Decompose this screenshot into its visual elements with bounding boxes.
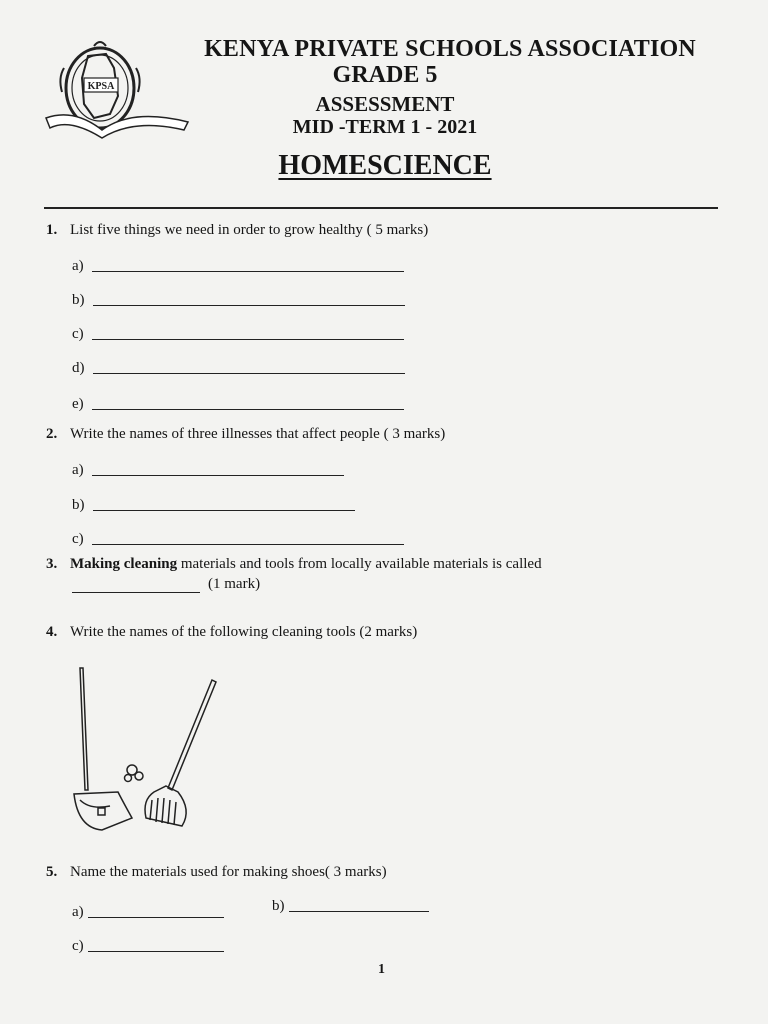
answer-label: e): [72, 396, 84, 412]
term-title: MID -TERM 1 - 2021: [292, 116, 478, 138]
broom-icon: [125, 680, 217, 826]
answer-line-1d[interactable]: [72, 360, 405, 377]
answer-label: b): [72, 497, 85, 513]
answer-line-3[interactable]: [72, 576, 260, 593]
answer-line-2b[interactable]: [72, 497, 355, 514]
subject-text: HOMESCIENCE: [278, 150, 492, 181]
header-divider: [44, 207, 718, 209]
question-text: List five things we need in order to grow healthy ( 5 marks): [70, 222, 429, 238]
question-4: [46, 624, 417, 641]
answer-label: c): [72, 531, 84, 547]
question-5: [46, 864, 387, 881]
answer-line-1e[interactable]: [72, 396, 404, 413]
answer-label: d): [72, 360, 85, 376]
page-number: 1: [378, 962, 385, 977]
question-number: 1.: [46, 222, 58, 238]
answer-label: c): [72, 938, 84, 954]
answer-label: b): [272, 898, 285, 914]
question-text: Write the names of the following cleaning tools (2 marks): [70, 624, 418, 640]
question-text: Name the materials used for making shoes( 3 marks): [70, 864, 387, 880]
answer-line-2a[interactable]: [72, 462, 344, 479]
kpsa-logo: [44, 38, 190, 146]
answer-label: a): [72, 258, 84, 274]
answer-line-1a[interactable]: [72, 258, 404, 275]
answer-line-5b[interactable]: [272, 898, 429, 915]
answer-line-2c[interactable]: [72, 531, 404, 548]
subject-title: [180, 150, 590, 182]
question-text: materials and tools from locally available materials is called: [177, 556, 542, 572]
question-text-bold: Making cleaning: [70, 556, 178, 572]
answer-label: b): [72, 292, 85, 308]
question-number: 2.: [46, 426, 58, 442]
answer-line-1b[interactable]: [72, 292, 405, 309]
logo-text: KPSA: [87, 81, 115, 92]
question-3: [46, 556, 542, 573]
answer-line-1c[interactable]: [72, 326, 404, 343]
marks-label: (1 mark): [208, 576, 261, 592]
answer-label: a): [72, 904, 84, 920]
answer-line-5c[interactable]: [72, 938, 224, 955]
dustpan-icon: [74, 668, 132, 830]
answer-label: a): [72, 462, 84, 478]
question-number: 3.: [46, 556, 58, 572]
cleaning-tools-image: [60, 660, 230, 835]
question-number: 4.: [46, 624, 58, 640]
question-number: 5.: [46, 864, 58, 880]
question-text: Write the names of three illnesses that affect people ( 3 marks): [70, 426, 446, 442]
assessment-title: ASSESSMENT: [315, 92, 455, 116]
grade-title: GRADE 5: [332, 62, 438, 88]
answer-label: c): [72, 326, 84, 342]
answer-line-5a[interactable]: [72, 904, 224, 921]
association-name: KENYA PRIVATE SCHOOLS ASSOCIATION: [204, 36, 696, 62]
question-2: [46, 426, 445, 443]
question-1: [46, 222, 428, 239]
